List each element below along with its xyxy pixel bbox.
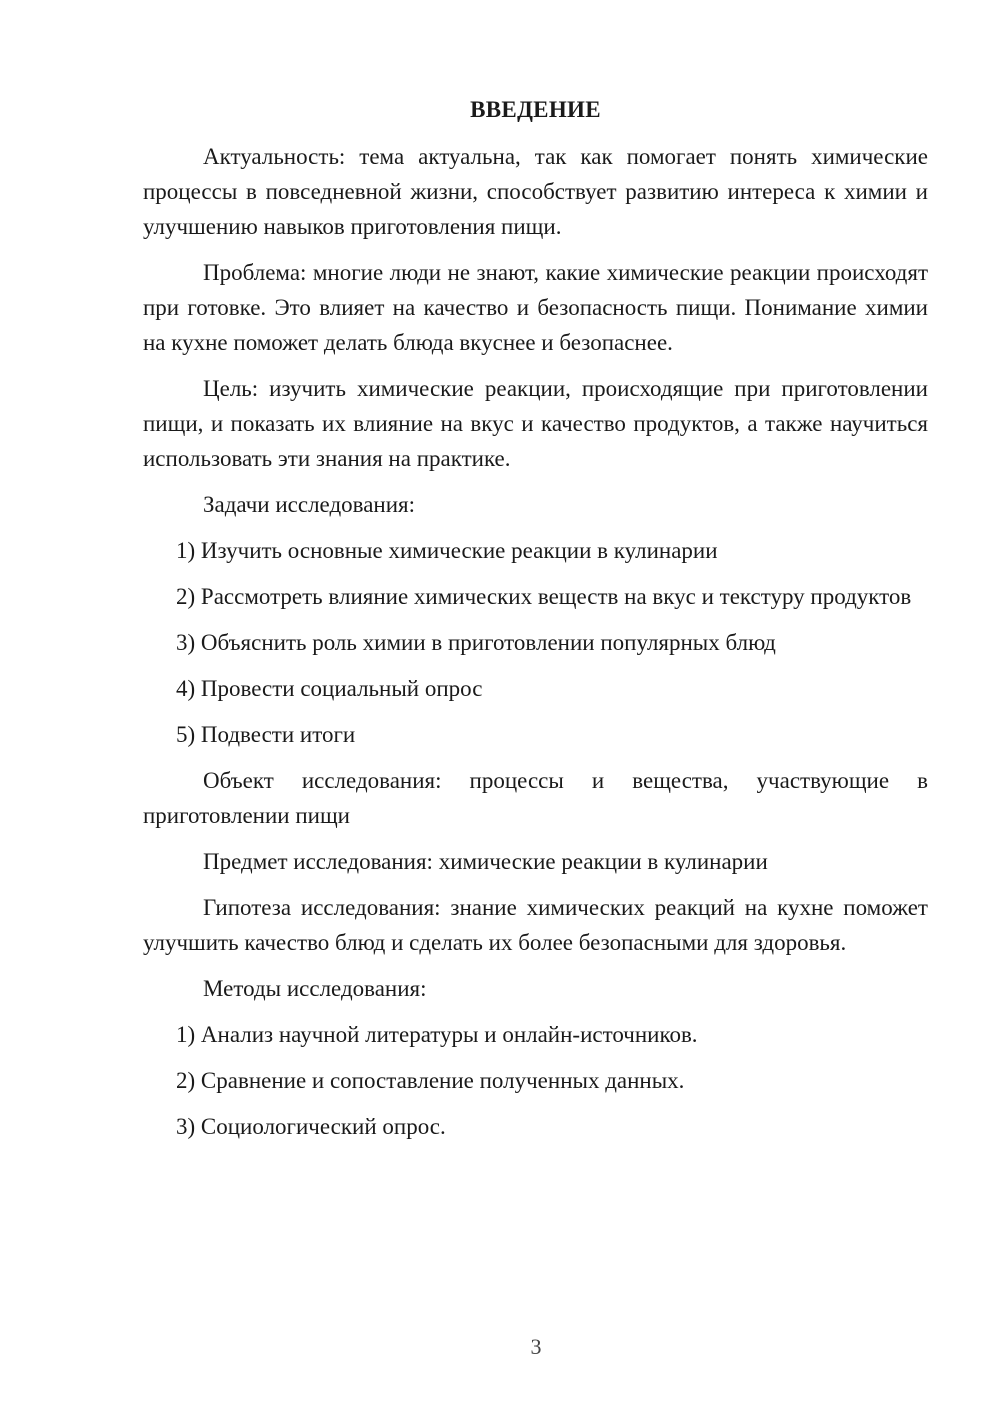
- method-item: 1) Анализ научной литературы и онлайн-источников.: [176, 1022, 698, 1047]
- tasks-label: Задачи исследования:: [203, 492, 416, 517]
- actuality-paragraph: Актуальность: тема актуальна, так как помогает понять химические процессы в повседневной жизни, способствует развитию интереса к химии и улучшению навыков приготовления пищи.: [143, 144, 928, 239]
- task-item: 3) Объяснить роль химии в приготовлении популярных блюд: [176, 630, 776, 655]
- problem-paragraph: Проблема: многие люди не знают, какие химические реакции происходят при готовке. Это влияет на качество и безопасность пищи. Понимание химии на кухне поможет делать блюда вкуснее и безопаснее.: [143, 260, 928, 355]
- methods-label: Методы исследования:: [203, 976, 427, 1001]
- goal-paragraph: Цель: изучить химические реакции, происходящие при приготовлении пищи, и показать их влияние на вкус и качество продуктов, а также научиться использовать эти знания на практике.: [143, 376, 928, 471]
- task-item: 2) Рассмотреть влияние химических веществ на вкус и текстуру продуктов: [176, 584, 912, 609]
- task-item: 4) Провести социальный опрос: [176, 676, 483, 701]
- hypothesis-paragraph: Гипотеза исследования: знание химических реакций на кухне поможет улучшить качество блюд и сделать их более безопасными для здоровья.: [143, 895, 928, 955]
- page-number: 3: [530, 1334, 542, 1359]
- method-item: 2) Сравнение и сопоставление полученных данных.: [176, 1068, 685, 1093]
- page-content: [143, 92, 928, 1155]
- page-title: ВВЕДЕНИЕ: [470, 97, 601, 122]
- subject-paragraph: Предмет исследования: химические реакции в кулинарии: [203, 849, 768, 874]
- object-paragraph: Объект исследования: процессы и вещества, участвующие в приготовлении пищи: [143, 768, 928, 828]
- method-item: 3) Социологический опрос.: [176, 1114, 446, 1139]
- task-item: 1) Изучить основные химические реакции в кулинарии: [176, 538, 718, 563]
- task-item: 5) Подвести итоги: [176, 722, 356, 747]
